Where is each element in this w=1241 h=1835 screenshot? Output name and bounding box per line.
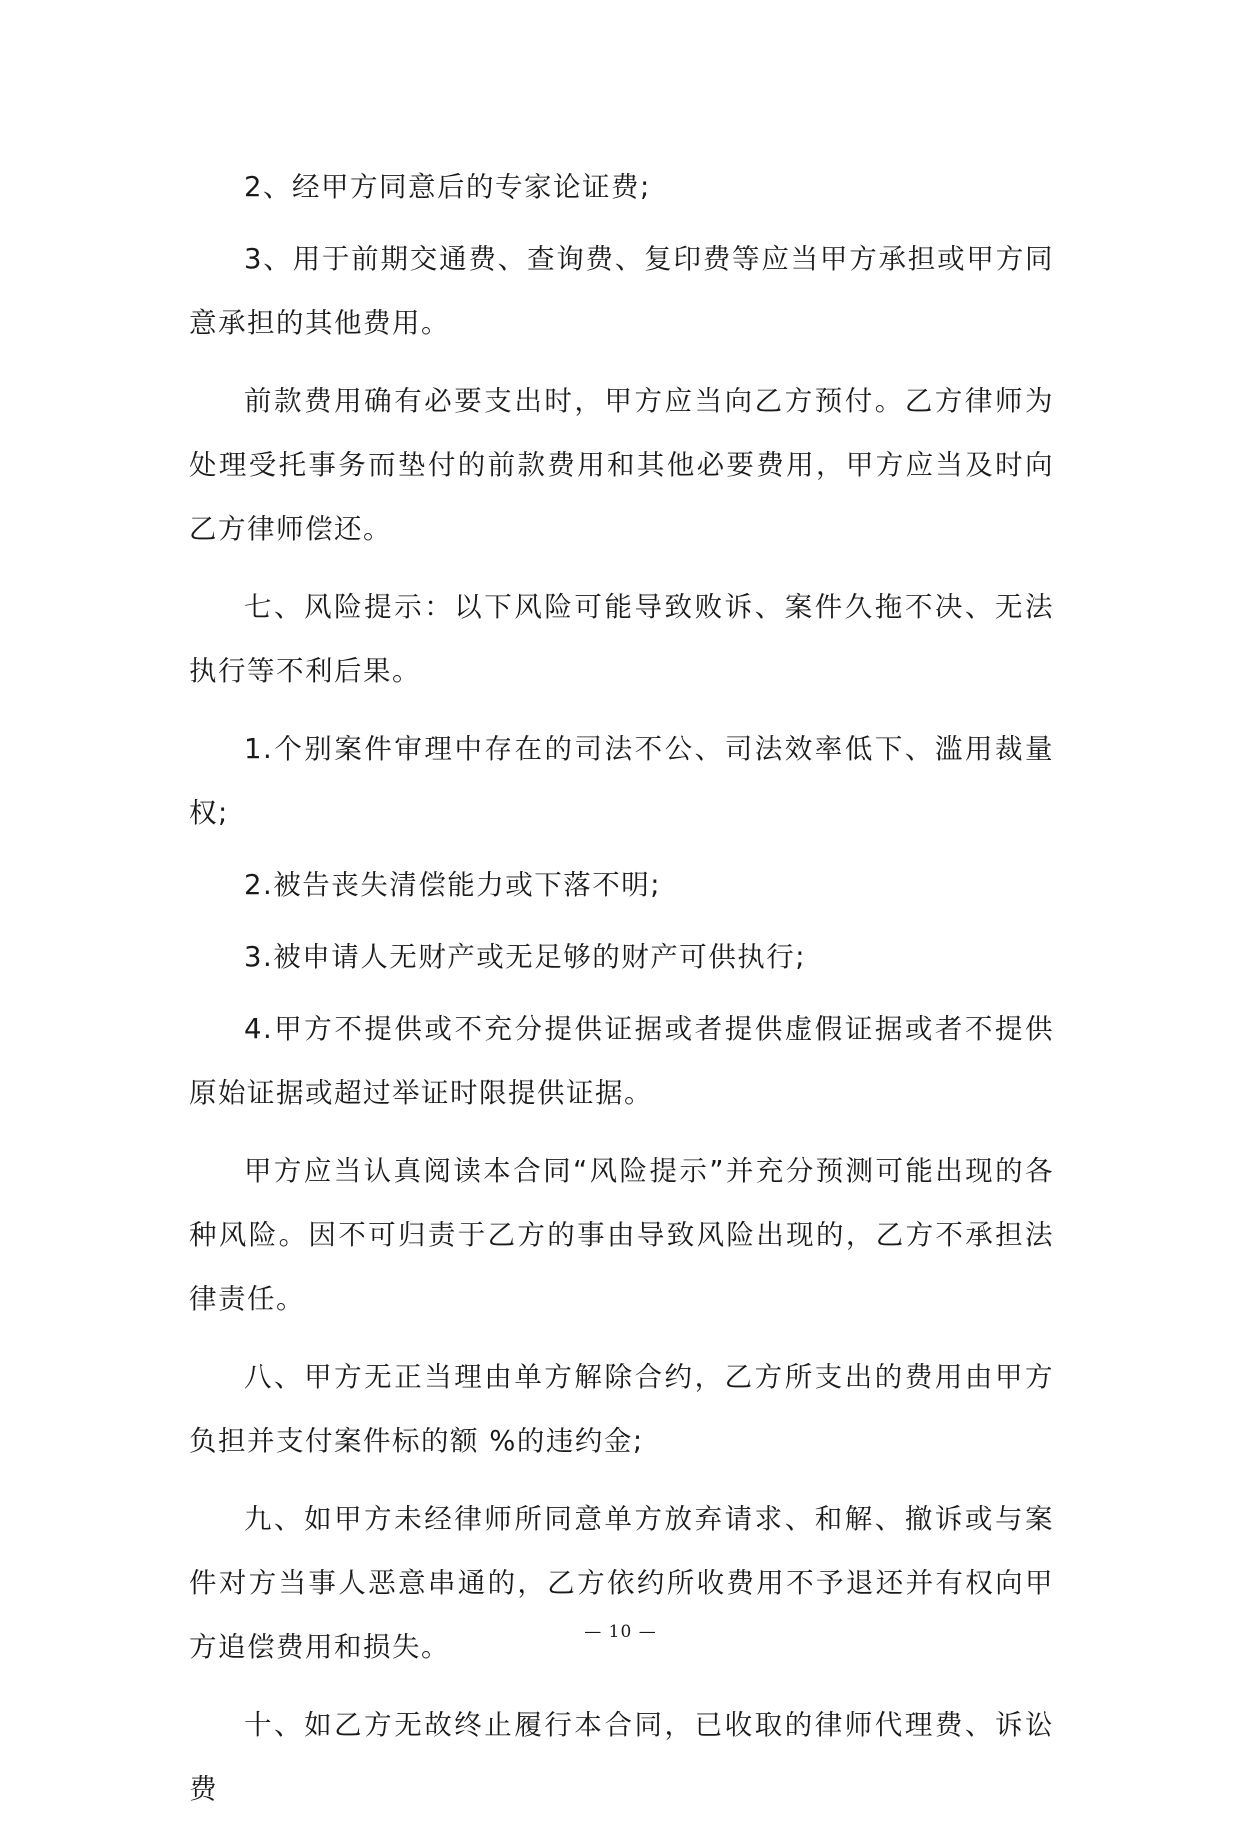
paragraph-advance-payment: 前款费用确有必要支出时，甲方应当向乙方预付。乙方律师为处理受托事务而垫付的前款费用和其他必要费用，甲方应当及时向乙方律师偿还。 — [189, 385, 1054, 545]
paragraph-risk-item-3: 3.被申请人无财产或无足够的财产可供执行; — [244, 941, 807, 973]
paragraph-clause-8: 八、甲方无正当理由单方解除合约，乙方所支出的费用由甲方负担并支付案件标的额 %的违约金; — [189, 1361, 1054, 1457]
paragraph-risk-item-1: 1.个别案件审理中存在的司法不公、司法效率低下、滥用裁量权; — [189, 733, 1054, 829]
paragraph-risk-acknowledgement: 甲方应当认真阅读本合同“风险提示”并充分预测可能出现的各种风险。因不可归责于乙方的事由导致风险出现的，乙方不承担法律责任。 — [189, 1155, 1054, 1315]
paragraph-expert-fee: 2、经甲方同意后的专家论证费; — [244, 171, 651, 203]
page-number: — 10 — — [584, 1622, 657, 1642]
paragraph-other-costs: 3、用于前期交通费、查询费、复印费等应当甲方承担或甲方同意承担的其他费用。 — [189, 243, 1054, 339]
paragraph-clause-9: 九、如甲方未经律师所同意单方放弃请求、和解、撤诉或与案件对方当事人恶意串通的，乙方依约所收费用不予退还并有权向甲方追偿费用和损失。 — [189, 1503, 1054, 1663]
document-body — [189, 155, 1054, 1835]
paragraph-risk-item-4: 4.甲方不提供或不充分提供证据或者提供虚假证据或者不提供原始证据或超过举证时限提供证据。 — [189, 1013, 1054, 1109]
paragraph-risk-item-2: 2.被告丧失清偿能力或下落不明; — [244, 869, 662, 901]
paragraph-risk-notice: 七、风险提示：以下风险可能导致败诉、案件久拖不决、无法执行等不利后果。 — [189, 591, 1054, 687]
paragraph-clause-10: 十、如乙方无故终止履行本合同，已收取的律师代理费、诉讼费 — [189, 1709, 1054, 1805]
